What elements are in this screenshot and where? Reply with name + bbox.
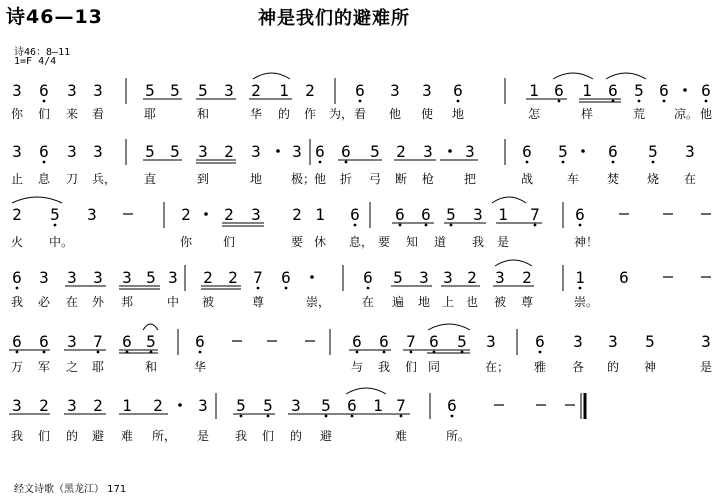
lyric: 的 — [290, 429, 303, 443]
lyric: 把 — [464, 172, 477, 186]
octave-dot — [652, 161, 655, 164]
lyric: 在 — [66, 295, 79, 309]
note: 5 — [146, 268, 156, 287]
note: 5 — [170, 81, 180, 100]
lyric: 息， — [349, 235, 374, 249]
lyric: 焚 — [607, 172, 620, 186]
note: 3 — [292, 142, 302, 161]
note: 7 — [396, 396, 406, 415]
octave-dot — [319, 161, 322, 164]
slur — [492, 197, 526, 203]
lyric: 地 — [250, 172, 263, 186]
note: 3 — [486, 332, 496, 351]
octave-dot — [451, 415, 454, 418]
octave-dot — [43, 161, 46, 164]
lyric: 你 — [11, 107, 24, 121]
note: 6 — [608, 142, 618, 161]
octave-dot — [267, 415, 270, 418]
note: 3 — [422, 81, 432, 100]
note: 6 — [447, 396, 457, 415]
slur — [553, 73, 593, 79]
note: 3 — [67, 268, 77, 287]
note: 6 — [350, 205, 360, 224]
note: 5 — [645, 332, 655, 351]
octave-dot — [199, 351, 202, 354]
dotted-rhythm — [683, 88, 687, 92]
lyric: 崇。 — [574, 295, 599, 309]
lyric: 烧 — [647, 172, 660, 186]
lyric: 们 — [38, 107, 51, 121]
lyric: 和 — [197, 107, 210, 121]
note: 6 — [341, 142, 351, 161]
slur — [346, 388, 386, 394]
note: 6 — [575, 205, 585, 224]
note: 6 — [281, 268, 291, 287]
slur — [253, 73, 290, 79]
note: 3 — [93, 268, 103, 287]
note: 3 — [39, 268, 49, 287]
octave-dot — [16, 287, 19, 290]
lyric: 折 — [340, 172, 353, 186]
lyric: 兵， — [92, 172, 117, 186]
note: 2 — [522, 268, 532, 287]
lyric: 断 — [395, 172, 408, 186]
note: 3 — [251, 205, 261, 224]
octave-dot — [638, 100, 641, 103]
note: 3 — [685, 142, 695, 161]
octave-dot — [450, 224, 453, 227]
note: 3 — [12, 142, 22, 161]
lyric: 车 — [567, 172, 580, 186]
octave-dot — [579, 224, 582, 227]
lyric: 遍 — [392, 295, 405, 309]
lyric: 中。 — [49, 235, 74, 249]
lyric: 尊 — [521, 295, 534, 309]
note: 5 — [145, 81, 155, 100]
octave-dot — [43, 351, 46, 354]
note: 5 — [558, 142, 568, 161]
slur — [12, 197, 62, 203]
lyric: 休 — [314, 235, 327, 249]
lyric: 他 — [389, 107, 402, 121]
lyric: 避 — [320, 429, 333, 443]
lyric: 雅 — [534, 360, 547, 374]
lyric: 要 — [378, 235, 391, 249]
lyric: 荒 — [633, 107, 646, 121]
octave-dot — [457, 100, 460, 103]
lyric: 万 — [11, 360, 24, 374]
note: 2 — [305, 81, 315, 100]
lyric: 避 — [92, 429, 105, 443]
note: 3 — [12, 396, 22, 415]
note: 3 — [93, 142, 103, 161]
scripture-reference: 诗46：8—11 — [14, 47, 71, 58]
note: 6 — [347, 396, 357, 415]
dotted-rhythm — [204, 212, 208, 216]
note: 5 — [146, 332, 156, 351]
lyric: 我 — [11, 429, 24, 443]
note: 3 — [495, 268, 505, 287]
lyric: 他 — [700, 107, 713, 121]
note: 3 — [198, 396, 208, 415]
lyric: 华 — [194, 360, 207, 374]
note: 5 — [236, 396, 246, 415]
note: 2 — [224, 142, 234, 161]
note: 6 — [453, 81, 463, 100]
note: 5 — [321, 396, 331, 415]
lyric: 被 — [494, 295, 507, 309]
lyric: 尊 — [252, 295, 265, 309]
lyric: 看 — [354, 107, 367, 121]
lyric: 使 — [421, 107, 434, 121]
note: 6 — [12, 332, 22, 351]
octave-dot — [97, 351, 100, 354]
lyric: 是 — [700, 360, 713, 374]
dotted-rhythm — [276, 149, 280, 153]
note: 2 — [39, 396, 49, 415]
lyric: 在； — [485, 360, 510, 374]
slur — [428, 324, 470, 330]
lyric: 与 — [351, 360, 364, 374]
note: 6 — [619, 268, 629, 287]
lyric: 弓 — [369, 172, 382, 186]
octave-dot — [410, 351, 413, 354]
lyric: 们 — [38, 429, 51, 443]
note: 6 — [39, 81, 49, 100]
note: 6 — [522, 142, 532, 161]
note: 2 — [228, 268, 238, 287]
lyric: 知 — [406, 235, 419, 249]
note: 1 — [575, 268, 585, 287]
note: 7 — [93, 332, 103, 351]
note: 5 — [145, 142, 155, 161]
lyric: 军 — [38, 360, 51, 374]
lyric: 我 — [472, 235, 485, 249]
note: 1 — [279, 81, 289, 100]
note: 2 — [396, 142, 406, 161]
octave-dot — [383, 351, 386, 354]
note: 6 — [39, 332, 49, 351]
note: 6 — [39, 142, 49, 161]
lyric: 同 — [428, 360, 441, 374]
lyric: 的 — [607, 360, 620, 374]
lyric: 外 — [92, 295, 105, 309]
lyric: 他 — [314, 172, 327, 186]
lyric: 样 — [581, 107, 594, 121]
note: 2 — [467, 268, 477, 287]
lyric: 神！ — [574, 235, 599, 249]
lyric: 难 — [395, 429, 408, 443]
page-title: 神是我们的避难所 — [258, 8, 410, 29]
note: 2 — [93, 396, 103, 415]
note: 3 — [701, 332, 711, 351]
note: 3 — [67, 396, 77, 415]
note: 1 — [315, 205, 325, 224]
lyric: 为， — [329, 107, 354, 121]
lyric: 怎 — [528, 107, 541, 121]
lyric: 直 — [144, 172, 157, 186]
lyric: 在 — [362, 295, 375, 309]
dotted-rhythm — [178, 403, 182, 407]
lyric: 地 — [418, 295, 431, 309]
lyric: 中 — [167, 295, 180, 309]
note: 5 — [634, 81, 644, 100]
octave-dot — [16, 351, 19, 354]
octave-dot — [54, 224, 57, 227]
octave-dot — [345, 161, 348, 164]
note: 5 — [393, 268, 403, 287]
note: 3 — [224, 81, 234, 100]
lyric: 们 — [223, 235, 236, 249]
lyric: 们 — [262, 429, 275, 443]
octave-dot — [325, 415, 328, 418]
note: 2 — [181, 205, 191, 224]
lyric: 道 — [434, 235, 447, 249]
octave-dot — [257, 287, 260, 290]
lyric: 上 — [442, 295, 455, 309]
lyric: 所。 — [446, 429, 471, 443]
dotted-rhythm — [310, 275, 314, 279]
note: 2 — [292, 205, 302, 224]
note: 2 — [12, 205, 22, 224]
note: 6 — [355, 81, 365, 100]
note: 3 — [423, 142, 433, 161]
note: 5 — [198, 81, 208, 100]
note: 2 — [203, 268, 213, 287]
lyric: 止 — [11, 172, 24, 186]
lyric: 极； — [291, 172, 316, 186]
note: 3 — [390, 81, 400, 100]
note: 1 — [529, 81, 539, 100]
source-note: 经文诗歌（黑龙江） 171 — [14, 484, 127, 495]
lyric: 必 — [38, 295, 51, 309]
note: 1 — [122, 396, 132, 415]
note: 6 — [352, 332, 362, 351]
octave-dot — [399, 224, 402, 227]
slur — [495, 260, 532, 266]
octave-dot — [612, 161, 615, 164]
octave-dot — [705, 100, 708, 103]
lyric: 各 — [572, 360, 585, 374]
key-time-signature: 1=F 4/4 — [14, 56, 57, 67]
lyric: 的 — [66, 429, 79, 443]
note: 6 — [659, 81, 669, 100]
note: 3 — [608, 332, 618, 351]
octave-dot — [367, 287, 370, 290]
lyric: 是 — [497, 235, 510, 249]
lyric: 被 — [202, 295, 215, 309]
octave-dot — [285, 287, 288, 290]
note: 5 — [50, 205, 60, 224]
note: 3 — [419, 268, 429, 287]
dotted-rhythm — [581, 149, 585, 153]
note: 6 — [363, 268, 373, 287]
note: 3 — [93, 81, 103, 100]
lyric: 神 — [644, 360, 657, 374]
note: 6 — [554, 81, 564, 100]
note: 6 — [429, 332, 439, 351]
note: 3 — [67, 332, 77, 351]
lyric: 战 — [521, 172, 534, 186]
note: 6 — [12, 268, 22, 287]
note: 1 — [582, 81, 592, 100]
slur — [143, 324, 158, 330]
lyric: 火 — [11, 235, 24, 249]
lyric: 要 — [291, 235, 304, 249]
note: 5 — [446, 205, 456, 224]
lyric: 枪 — [422, 172, 435, 186]
note: 6 — [395, 205, 405, 224]
lyric: 在 — [684, 172, 697, 186]
note: 3 — [87, 205, 97, 224]
lyric: 来 — [66, 107, 79, 121]
lyric: 到 — [197, 172, 210, 186]
note: 2 — [153, 396, 163, 415]
note: 1 — [498, 205, 508, 224]
note: 6 — [701, 81, 711, 100]
lyric: 刀 — [66, 172, 79, 186]
note: 6 — [195, 332, 205, 351]
lyric: 看 — [92, 107, 105, 121]
note: 3 — [168, 268, 178, 287]
lyric: 我 — [11, 295, 24, 309]
octave-dot — [562, 161, 565, 164]
note: 3 — [12, 81, 22, 100]
octave-dot — [579, 287, 582, 290]
note: 6 — [315, 142, 325, 161]
octave-dot — [351, 415, 354, 418]
octave-dot — [354, 224, 357, 227]
octave-dot — [534, 224, 537, 227]
octave-dot — [400, 415, 403, 418]
note: 7 — [530, 205, 540, 224]
lyric: 所， — [152, 429, 177, 443]
octave-dot — [539, 351, 542, 354]
note: 3 — [465, 142, 475, 161]
note: 6 — [421, 205, 431, 224]
lyric: 们 — [405, 360, 418, 374]
lyric: 崇， — [306, 295, 331, 309]
note: 2 — [224, 205, 234, 224]
lyric: 耶 — [92, 360, 105, 374]
octave-dot — [43, 100, 46, 103]
octave-dot — [240, 415, 243, 418]
note: 3 — [291, 396, 301, 415]
note: 3 — [67, 142, 77, 161]
note: 5 — [648, 142, 658, 161]
lyric: 的 — [278, 107, 291, 121]
octave-dot — [356, 351, 359, 354]
lyric: 之 — [66, 360, 79, 374]
lyric: 是 — [197, 429, 210, 443]
lyric: 难 — [121, 429, 134, 443]
note: 3 — [67, 81, 77, 100]
note: 1 — [373, 396, 383, 415]
note: 5 — [370, 142, 380, 161]
octave-dot — [425, 224, 428, 227]
note: 3 — [122, 268, 132, 287]
lyric: 地 — [452, 107, 465, 121]
note: 3 — [198, 142, 208, 161]
note: 6 — [122, 332, 132, 351]
octave-dot — [558, 100, 561, 103]
octave-dot — [359, 100, 362, 103]
lyric: 凉。 — [674, 107, 699, 121]
lyric: 我 — [378, 360, 391, 374]
note: 3 — [251, 142, 261, 161]
note: 7 — [406, 332, 416, 351]
lyric: 华 — [250, 107, 263, 121]
note: 2 — [251, 81, 261, 100]
note: 3 — [473, 205, 483, 224]
lyric: 和 — [145, 360, 158, 374]
note: 6 — [379, 332, 389, 351]
note: 5 — [457, 332, 467, 351]
octave-dot — [526, 161, 529, 164]
note: 5 — [170, 142, 180, 161]
lyric: 邦 — [121, 295, 134, 309]
dotted-rhythm — [448, 149, 452, 153]
note: 7 — [253, 268, 263, 287]
note: 5 — [263, 396, 273, 415]
note: 3 — [443, 268, 453, 287]
lyric: 息 — [38, 172, 51, 186]
lyric: 耶 — [144, 107, 157, 121]
note: 6 — [535, 332, 545, 351]
hymn-number: 诗46—13 — [6, 6, 103, 28]
slur — [606, 73, 646, 79]
lyric: 也 — [466, 295, 479, 309]
note: 3 — [573, 332, 583, 351]
lyric: 作 — [304, 107, 317, 121]
lyric: 你 — [180, 235, 193, 249]
octave-dot — [663, 100, 666, 103]
lyric: 我 — [235, 429, 248, 443]
note: 6 — [608, 81, 618, 100]
